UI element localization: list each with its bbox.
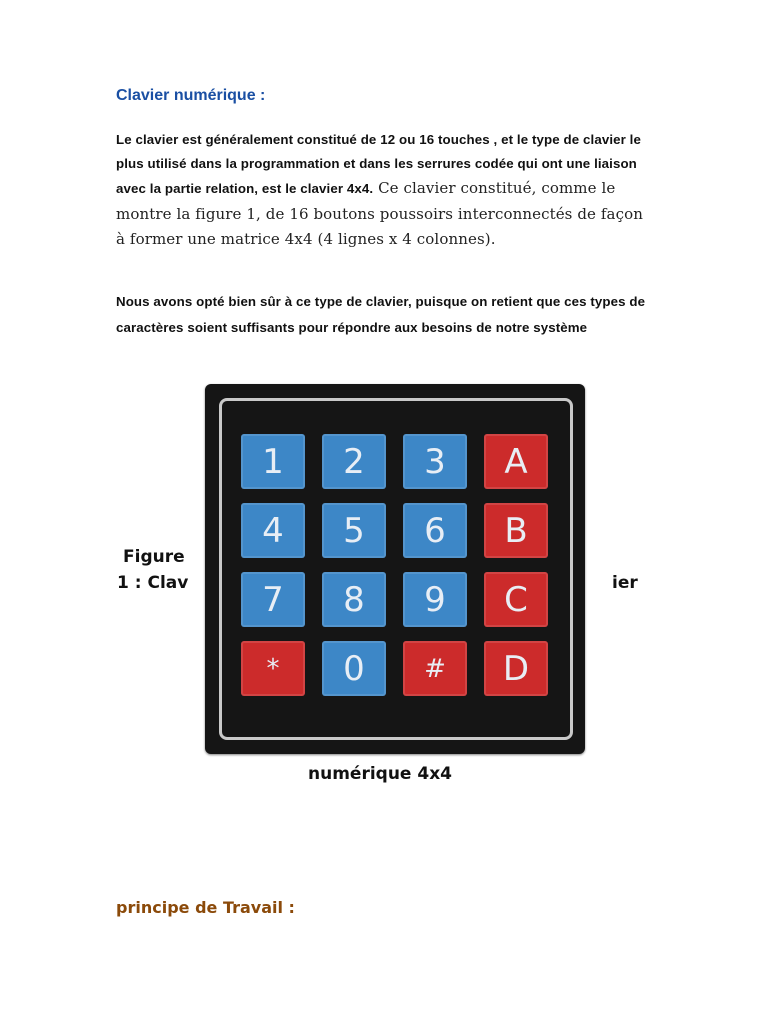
keypad-key: C [484, 572, 548, 627]
choice-paragraph: Nous avons opté bien sûr à ce type de clavier, puisque on retient que ces types de caractères soient suffisants pour répondre aux besoins de notre système [116, 294, 646, 335]
figure-caption-part: numérique 4x4 [308, 764, 453, 784]
intro-paragraph [116, 128, 656, 253]
keypad-key: A [484, 434, 548, 489]
keypad-key: 5 [322, 503, 386, 558]
keypad-key: 0 [322, 641, 386, 696]
keypad-key: 4 [241, 503, 305, 558]
section-heading-clavier: Clavier numérique : [116, 87, 266, 104]
intro-serif-text: Ce clavier constitué, comme le montre la figure 1, de 16 boutons poussoirs interconnectés de façon à former une matrice 4x4 (4 lignes x 4 colonnes). [116, 179, 643, 248]
keypad-key: 7 [241, 572, 305, 627]
keypad-key: * [241, 641, 305, 696]
figure-caption-part: Figure [123, 547, 185, 567]
keypad-key: B [484, 503, 548, 558]
keypad-key: 2 [322, 434, 386, 489]
section-heading-principe: principe de Travail : [116, 898, 295, 917]
keypad-figure-image [205, 384, 585, 754]
intro-bold-text: Le clavier est généralement constitué de 12 ou 16 touches , et le type de clavier le plus utilisé dans la programmation et dans les serrures codée qui ont une liaison avec la partie relation, est le clavier 4x4. [116, 132, 641, 196]
figure-caption-part: ier [612, 573, 638, 593]
keypad-key: D [484, 641, 548, 696]
keypad-key: # [403, 641, 467, 696]
figure-caption-part: 1 : Clav [117, 573, 189, 593]
keypad-key: 6 [403, 503, 467, 558]
keypad-key: 3 [403, 434, 467, 489]
keypad-key: 9 [403, 572, 467, 627]
keypad-key: 1 [241, 434, 305, 489]
keypad-key-grid [241, 434, 548, 696]
keypad-key: 8 [322, 572, 386, 627]
